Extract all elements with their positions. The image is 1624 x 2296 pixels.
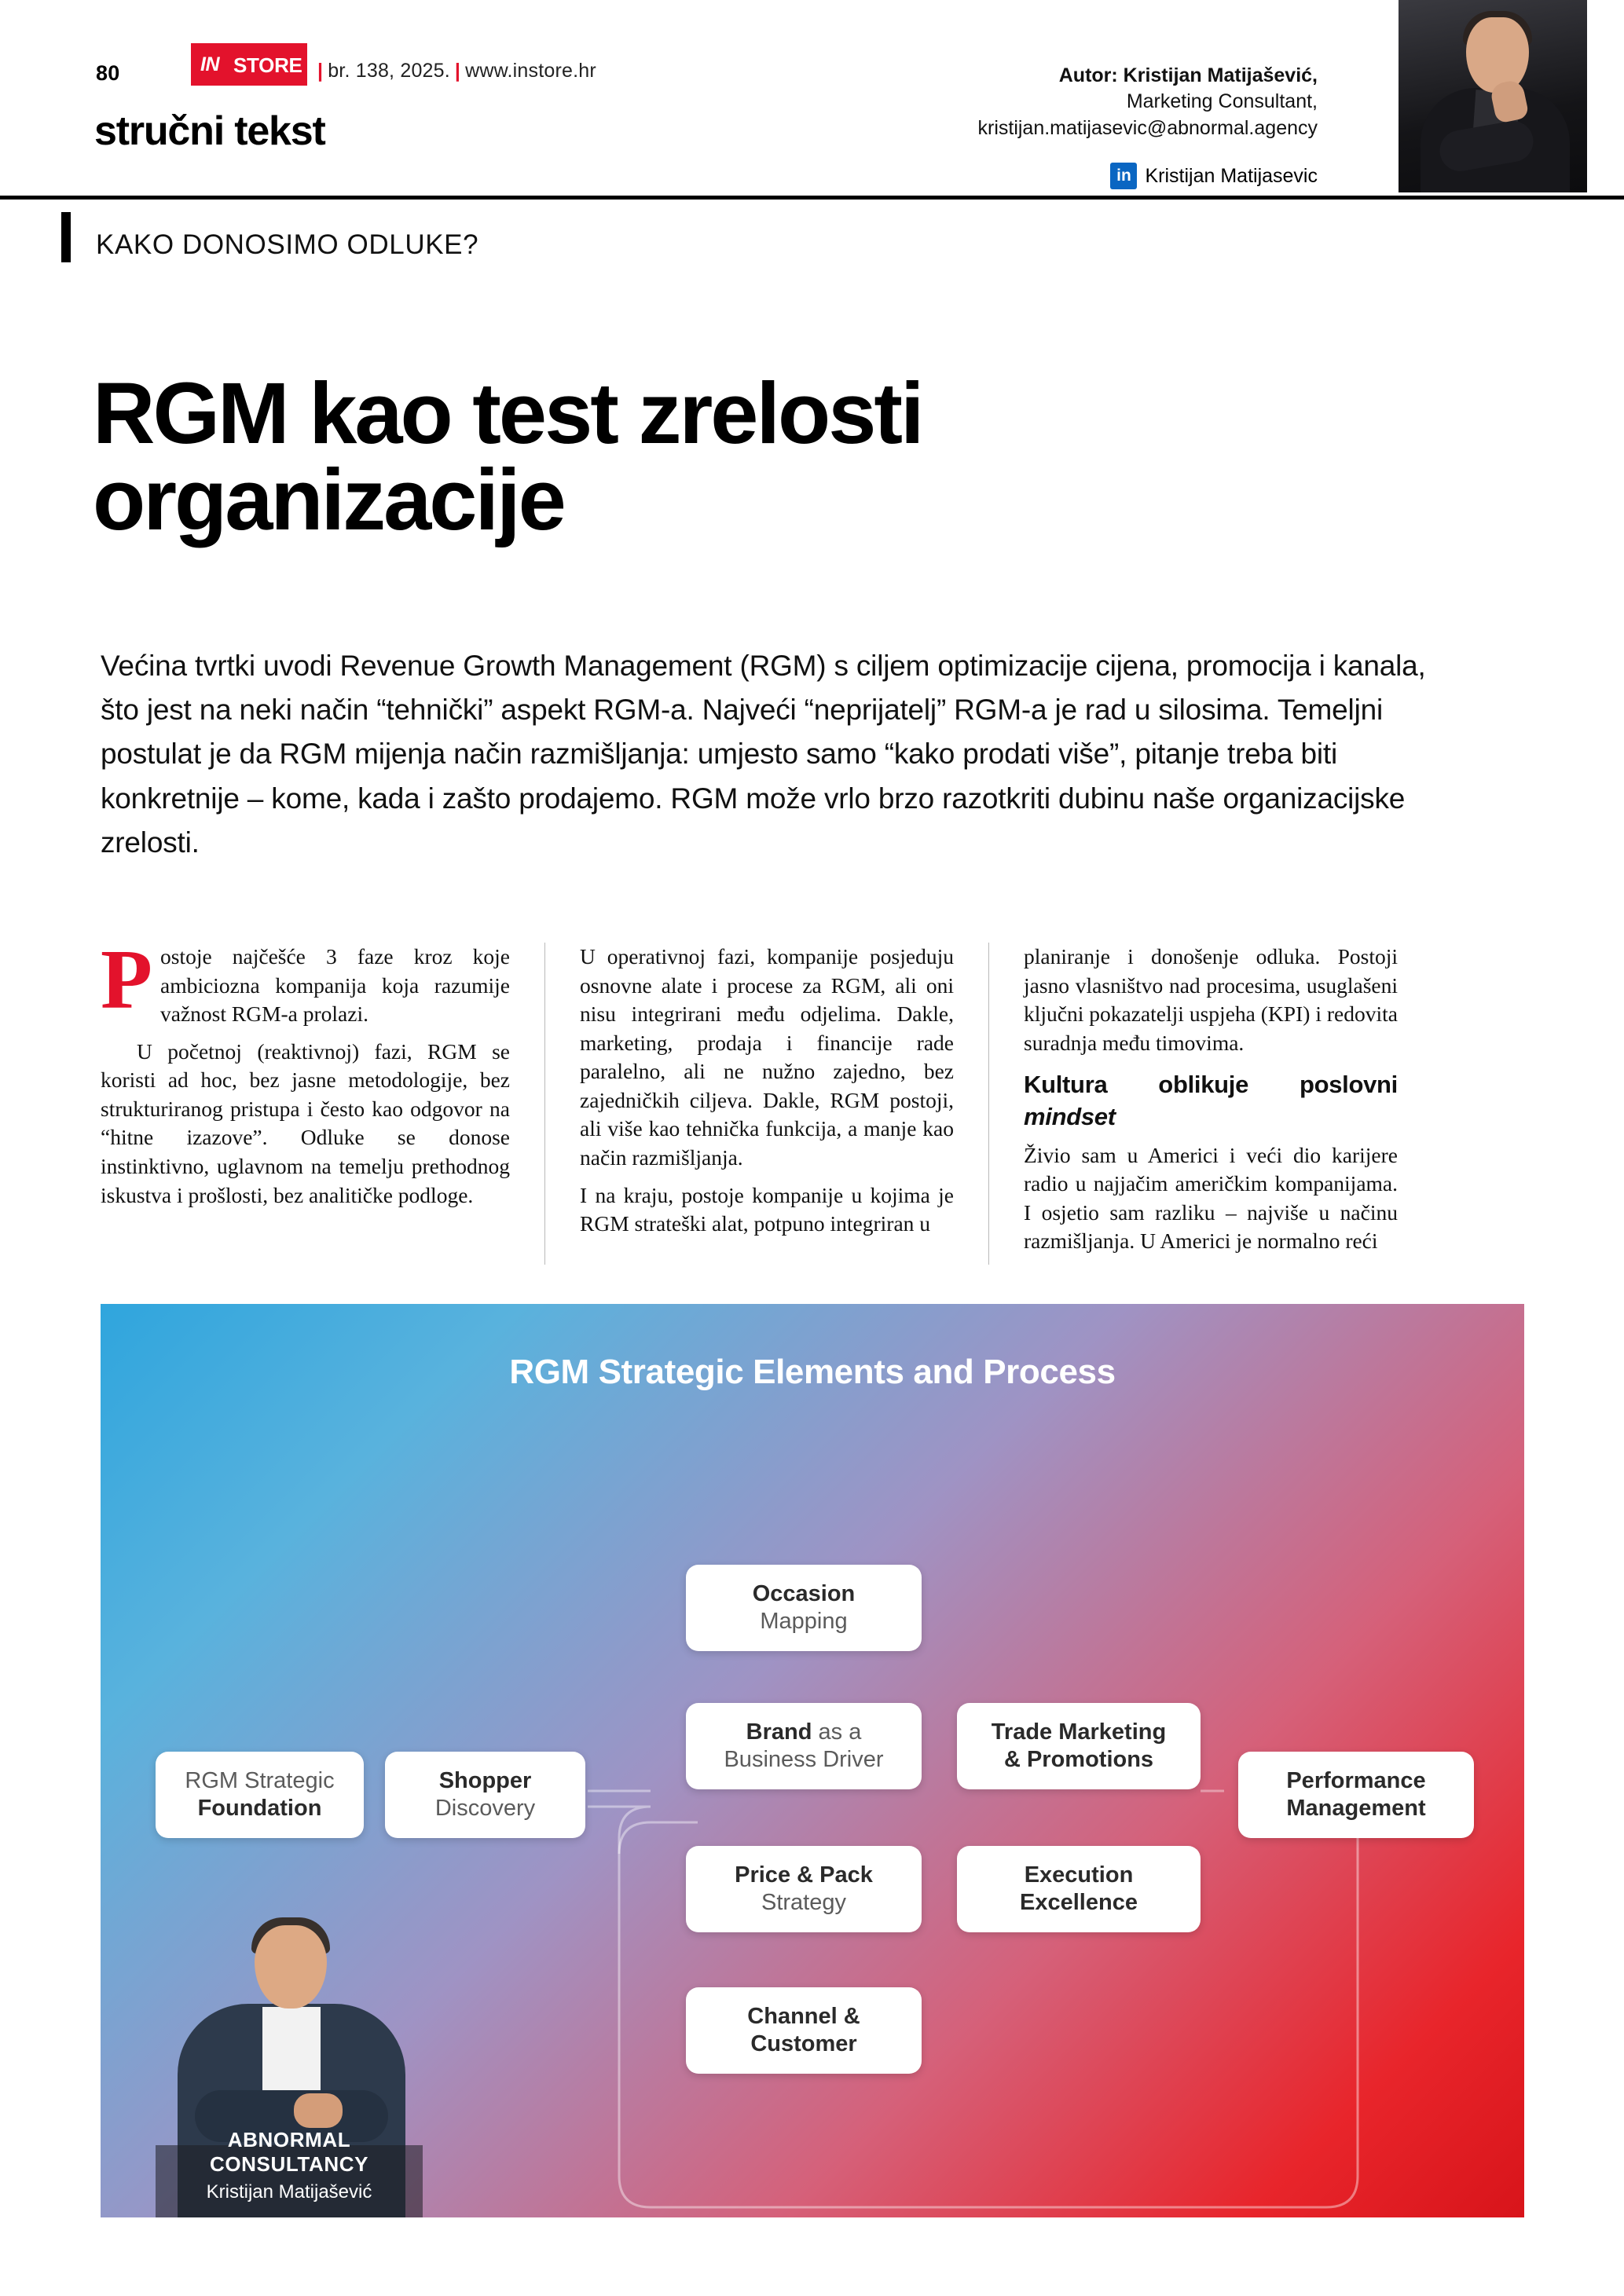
rgm-infographic — [101, 1304, 1524, 2217]
logo-in-text: IN — [200, 53, 219, 75]
node-line-2: Foundation — [197, 1796, 322, 1821]
node-trade-marketing-promotions[interactable] — [957, 1703, 1201, 1789]
body-column-right — [988, 943, 1432, 1265]
instore-logo — [191, 43, 307, 86]
node-rgm-strategic-foundation[interactable] — [156, 1752, 364, 1838]
page-number: 80 — [96, 61, 120, 85]
separator-icon-2: | — [454, 60, 461, 82]
paragraph: planiranje i donošenje odluka. Postoji jasno vlasništvo nad procesima, usuglašeni ključni pokazatelji uspjeha (KPI) i redovita suradnja među timovima. — [1024, 944, 1398, 1055]
section-title: stručni tekst — [94, 108, 325, 154]
node-line-2: & Promotions — [1003, 1747, 1154, 1772]
node-line-1: Trade Marketing — [991, 1719, 1167, 1745]
author-role: Marketing Consultant, — [1126, 90, 1318, 113]
consultant-hand — [294, 2093, 343, 2128]
node-channel-customer[interactable] — [686, 1987, 922, 2074]
author-name: Autor: Kristijan Matijašević, — [1058, 64, 1318, 86]
node-line-2: Excellence — [1020, 1890, 1138, 1915]
paragraph: Živio sam u Americi i veći dio karijere radio u najjačim američkim kompanijama. I osjetio sam razliku – najviše u načinu razmišljanja. U Americi je normalno reći — [1024, 1142, 1398, 1254]
node-line-2: Mapping — [760, 1609, 848, 1634]
node-line-2: Customer — [750, 2031, 857, 2056]
node-line-2: Strategy — [761, 1890, 846, 1915]
body-column-middle — [544, 943, 988, 1265]
consultancy-person-name: Kristijan Matijašević — [206, 2181, 372, 2203]
subheading — [1024, 1068, 1398, 1133]
paragraph — [101, 933, 510, 1029]
logo-store-text: STORE — [233, 53, 302, 77]
portrait-face — [1466, 17, 1529, 93]
author-block — [978, 63, 1318, 141]
node-execution-excellence[interactable] — [957, 1846, 1201, 1932]
node-line-1: Channel & — [747, 2003, 860, 2029]
author-portrait-photo — [1399, 0, 1587, 192]
article-kicker: KAKO DONOSIMO ODLUKE? — [96, 229, 479, 260]
node-price-pack-strategy[interactable] — [686, 1846, 922, 1932]
paragraph-text: ostoje najčešće 3 faze kroz koje ambiciozna kompanija koja razumije važnost RGM-a prolazi. — [159, 944, 510, 1027]
masthead — [0, 0, 1624, 196]
subheading-text: Kultura oblikuje poslovni — [1024, 1071, 1398, 1099]
header-divider — [0, 196, 1624, 200]
node-line-2: Discovery — [434, 1796, 536, 1821]
linkedin-row[interactable] — [1110, 163, 1318, 189]
node-line-1: Price & Pack — [735, 1862, 873, 1888]
node-shopper-discovery[interactable] — [385, 1752, 585, 1838]
issue-info — [313, 60, 596, 82]
linkedin-handle: Kristijan Matijasevic — [1145, 164, 1318, 187]
node-line-1: Performance — [1286, 1767, 1426, 1793]
paragraph: I na kraju, postoje kompanije u kojima je RGM strateški alat, potpuno integriran u — [580, 1182, 954, 1236]
dropcap: P — [101, 933, 152, 1027]
consultancy-brand: ABNORMAL CONSULTANCY — [209, 2128, 369, 2176]
website-url: www.instore.hr — [465, 60, 596, 82]
node-line-1: Execution — [1024, 1862, 1134, 1888]
author-email: kristijan.matijasevic@abnormal.agency — [977, 116, 1318, 139]
node-line-1: Occasion — [752, 1580, 856, 1606]
node-line-1: Brand as a — [746, 1719, 862, 1745]
article-headline: RGM kao test zrelosti organizacije — [93, 364, 922, 548]
subheading-emphasis: mindset — [1024, 1103, 1116, 1131]
paragraph: U početnoj (reaktivnoj) fazi, RGM se koristi ad hoc, bez jasne metodologije, bez strukturiranog pristupa i često kao odgovor na “hitne izazove”. Odluke se donose instinktivno, uglavnom na temelju prethodnog iskustva i prošlosti, bez analitičke podloge. — [101, 1038, 510, 1207]
article-standfirst: Većina tvrtki uvodi Revenue Growth Management (RGM) s ciljem optimizacije cijena, promocija i kanala, što jest na neki način “tehnički” aspekt RGM-a. Najveći “neprijatelj” RGM-a je rad u silosima. Temeljni postulat je da RGM mijenja način razmišljanja: umjesto samo “kako prodati više”, pitanje treba biti konkretnije – kome, kada i zašto prodajemo. RGM može vrlo brzo razotkriti dubinu naše organizacijske zrelosti. — [101, 650, 1426, 859]
node-line-2: Business Driver — [724, 1747, 884, 1772]
node-performance-management[interactable] — [1238, 1752, 1474, 1838]
node-brand-business-driver[interactable] — [686, 1703, 922, 1789]
infographic-title: RGM Strategic Elements and Process — [509, 1353, 1116, 1391]
paragraph: U operativnoj fazi, kompanije posjeduju osnovne alate i procese za RGM, ali oni nisu integrirani među odjelima. Dakle, marketing, prodaja i financije rade paralelno, ali ne nužno zajedno, bez zajedničkih ciljeva. Dakle, RGM postoji, ali više kao tehnička funkcija, a manje kao način razmišljanja. — [580, 944, 954, 1170]
kicker-marker — [61, 212, 71, 262]
consultant-shirt — [262, 2007, 321, 2101]
consultant-face — [255, 1925, 327, 2009]
issue-number: br. 138, 2025. — [328, 60, 450, 82]
body-column-left — [101, 933, 544, 1265]
node-occasion-mapping[interactable] — [686, 1565, 922, 1651]
separator-icon: | — [317, 60, 324, 82]
node-line-1: RGM Strategic — [185, 1767, 335, 1793]
linkedin-icon[interactable]: in — [1110, 163, 1137, 189]
article-body — [101, 933, 1527, 1265]
node-line-2: Management — [1286, 1796, 1426, 1821]
node-line-1: Shopper — [438, 1767, 532, 1793]
